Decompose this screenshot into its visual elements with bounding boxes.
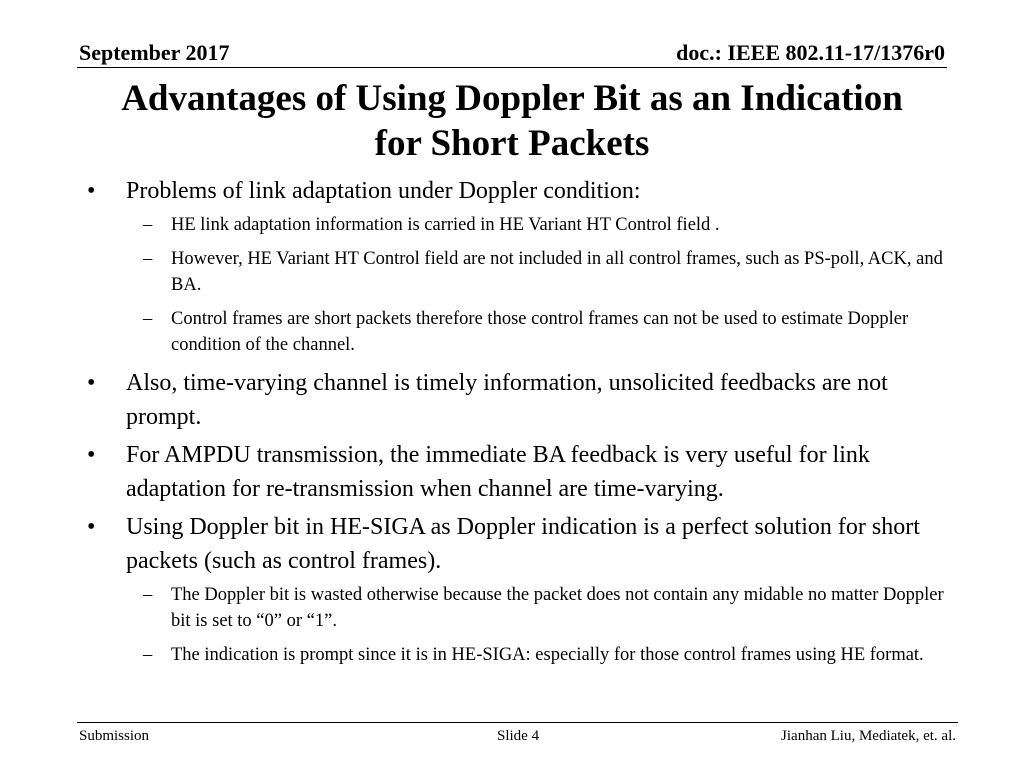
- sub-bullet-item: [143, 642, 946, 668]
- bullet-text: For AMPDU transmission, the immediate BA feedback is very useful for link adaptation for re-transmission when channel are time-varying.: [126, 442, 870, 502]
- header-doc-id: doc.: IEEE 802.11-17/1376r0: [676, 40, 945, 65]
- bullet-marker: •: [87, 178, 96, 204]
- slide-title: [80, 76, 944, 166]
- bullet-marker: •: [87, 514, 96, 540]
- sub-bullet-text: The indication is prompt since it is in HE-SIGA: especially for those control frames using HE format.: [171, 645, 924, 665]
- sub-bullet-item: [143, 582, 946, 634]
- sub-bullet-item: [143, 306, 946, 358]
- bullet-text: Using Doppler bit in HE-SIGA as Doppler indication is a perfect solution for short packets (such as control frames).: [126, 514, 920, 574]
- footer-slide-number: Slide 4: [497, 728, 540, 744]
- sub-bullet-item: [143, 246, 946, 298]
- sub-bullet-text: HE link adaptation information is carried in HE Variant HT Control field .: [171, 215, 720, 235]
- bullet-item: [87, 174, 946, 208]
- dash-marker: –: [143, 309, 153, 329]
- dash-marker: –: [143, 249, 153, 269]
- dash-marker: –: [143, 585, 153, 605]
- footer-divider: [77, 722, 958, 723]
- bullet-marker: •: [87, 370, 96, 396]
- sub-bullet-text: However, HE Variant HT Control field are not included in all control frames, such as PS-poll, ACK, and BA.: [171, 249, 943, 295]
- bullet-marker: •: [87, 442, 96, 468]
- slide-content: [0, 174, 1024, 676]
- dash-marker: –: [143, 645, 153, 665]
- dash-marker: –: [143, 215, 153, 235]
- slide-title-line-1: Advantages of Using Doppler Bit as an Indication: [121, 78, 903, 119]
- header-divider: [77, 67, 947, 68]
- footer-authors: Jianhan Liu, Mediatek, et. al.: [781, 728, 956, 744]
- header-date: September 2017: [79, 40, 230, 65]
- footer-submission: Submission: [79, 728, 150, 744]
- bullet-text: Also, time-varying channel is timely information, unsolicited feedbacks are not prompt.: [126, 370, 888, 430]
- bullet-item: [87, 366, 946, 434]
- sub-bullet-text: The Doppler bit is wasted otherwise because the packet does not contain any midable no matter Doppler bit is set to “0” or “1”.: [171, 585, 944, 631]
- sub-bullet-text: Control frames are short packets therefore those control frames can not be used to estimate Doppler condition of the channel.: [171, 309, 909, 355]
- bullet-item: [87, 438, 946, 506]
- sub-bullet-item: [143, 212, 946, 238]
- slide-title-line-2: for Short Packets: [374, 123, 650, 164]
- bullet-item: [87, 510, 946, 578]
- bullet-text: Problems of link adaptation under Doppler condition:: [126, 178, 641, 204]
